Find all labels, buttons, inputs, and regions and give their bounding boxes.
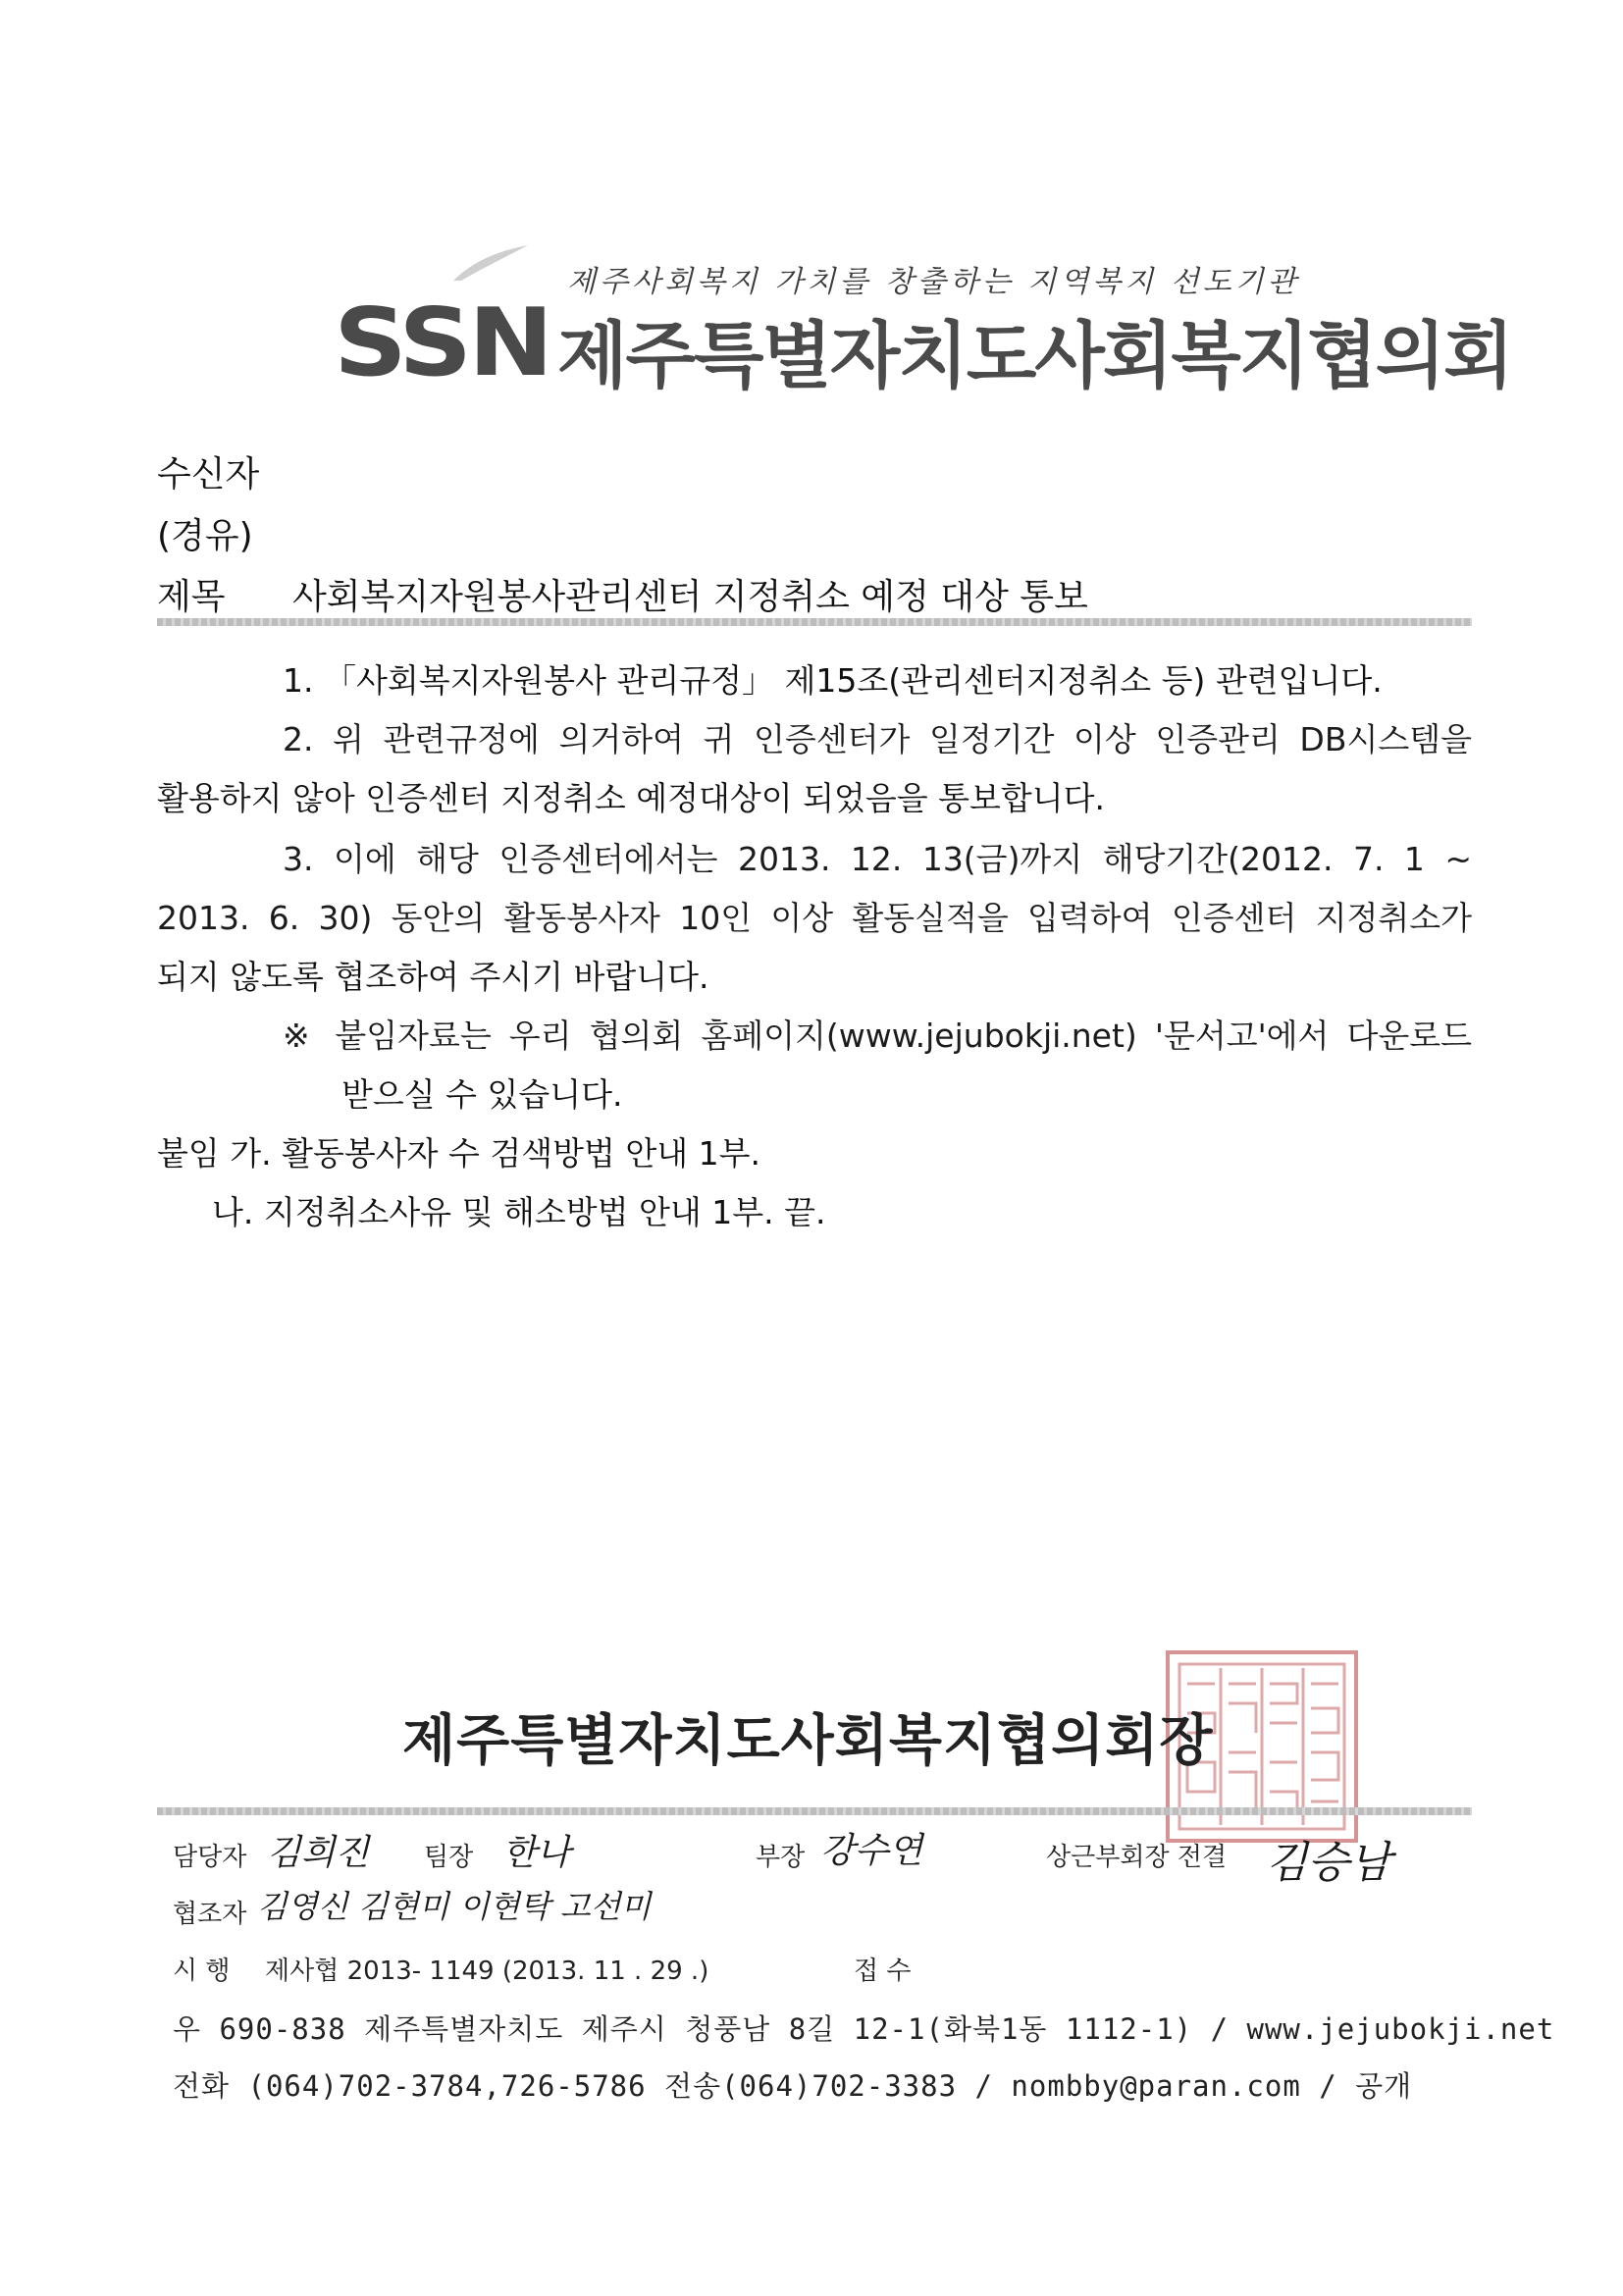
subject-divider (157, 618, 1472, 626)
sender-name: 제주특별자치도사회복지협의회장 (402, 1709, 1214, 1773)
paragraph-2-line-2: 활용하지 않아 인증센터 지정취소 예정대상이 되었음을 통보합니다. (157, 779, 1106, 817)
logo-swoosh-icon (451, 243, 530, 283)
enforcement-label: 시 행 (173, 1957, 231, 1986)
dept-head-signature: 강수연 (820, 1831, 923, 1871)
team-lead-label: 팀장 (424, 1843, 474, 1872)
paragraph-3-line-2: 2013. 6. 30) 동안의 활동봉사자 10인 이상 활동실적을 입력하여 인증센터 지정취소가 (157, 899, 1472, 937)
enforcement-number: 제사협 2013- 1149 (2013. 11 . 29 .) (265, 1957, 709, 1986)
contact-line: 전화 (064)702-3784,726-5786 전송(064)702-3383 / nombby@paran.com / 공개 (173, 2069, 1413, 2103)
dept-head-label: 부장 (756, 1843, 806, 1872)
note-line-2: 받으실 수 있습니다. (341, 1075, 623, 1114)
org-name: 제주특별자치도사회복지협의회 (557, 314, 1512, 398)
attachment-line-2: 나. 지정취소사유 및 해소방법 안내 1부. 끝. (212, 1193, 826, 1231)
vp-label: 상근부회장 전결 (1046, 1843, 1228, 1872)
paragraph-3-line-1: 3. 이에 해당 인증센터에서는 2013. 12. 13(금)까지 해당기간(2012. 7. 1 ~ (283, 840, 1472, 878)
cooperators-signatures: 김영신 김현미 이현탁 고선미 (257, 1888, 652, 1925)
paragraph-1: 1. 「사회복지자원봉사 관리규정」 제15조(관리센터지정취소 등) 관련입니다. (283, 661, 1383, 700)
attachment-line-1: 붙임 가. 활동봉사자 수 검색방법 안내 1부. (157, 1134, 760, 1173)
paragraph-2-line-1: 2. 위 관련규정에 의거하여 귀 인증센터가 일정기간 이상 인증관리 DB시스템을 (283, 720, 1472, 758)
subject-label: 제목 (157, 577, 226, 617)
recipient-label: 수신자 (157, 454, 260, 495)
brand-logo: SSN (334, 287, 550, 398)
subject-text: 사회복지자원봉사관리센터 지정취소 예정 대상 통보 (292, 577, 1088, 617)
footer-divider (157, 1807, 1472, 1815)
address-line: 우 690-838 제주특별자치도 제주시 청풍남 8길 12-1(화북1동 1112-1) / www.jejubokji.net (173, 2012, 1555, 2046)
via-label: (경유) (157, 516, 253, 556)
cooperators-label: 협조자 (173, 1900, 247, 1929)
note-line-1: ※ 붙임자료는 우리 협의회 홈페이지(www.jejubokji.net) '문서고'에서 다운로드 (283, 1017, 1472, 1055)
paragraph-3-line-3: 되지 않도록 협조하여 주시기 바랍니다. (157, 958, 709, 996)
staff-signature: 김희진 (267, 1833, 370, 1873)
vp-signature: 김승남 (1266, 1838, 1391, 1888)
receipt-label: 접 수 (854, 1957, 912, 1986)
team-lead-signature: 한나 (502, 1833, 571, 1873)
org-slogan: 제주사회복지 가치를 창출하는 지역복지 선도기관 (567, 265, 1300, 299)
staff-label: 담당자 (173, 1843, 247, 1872)
